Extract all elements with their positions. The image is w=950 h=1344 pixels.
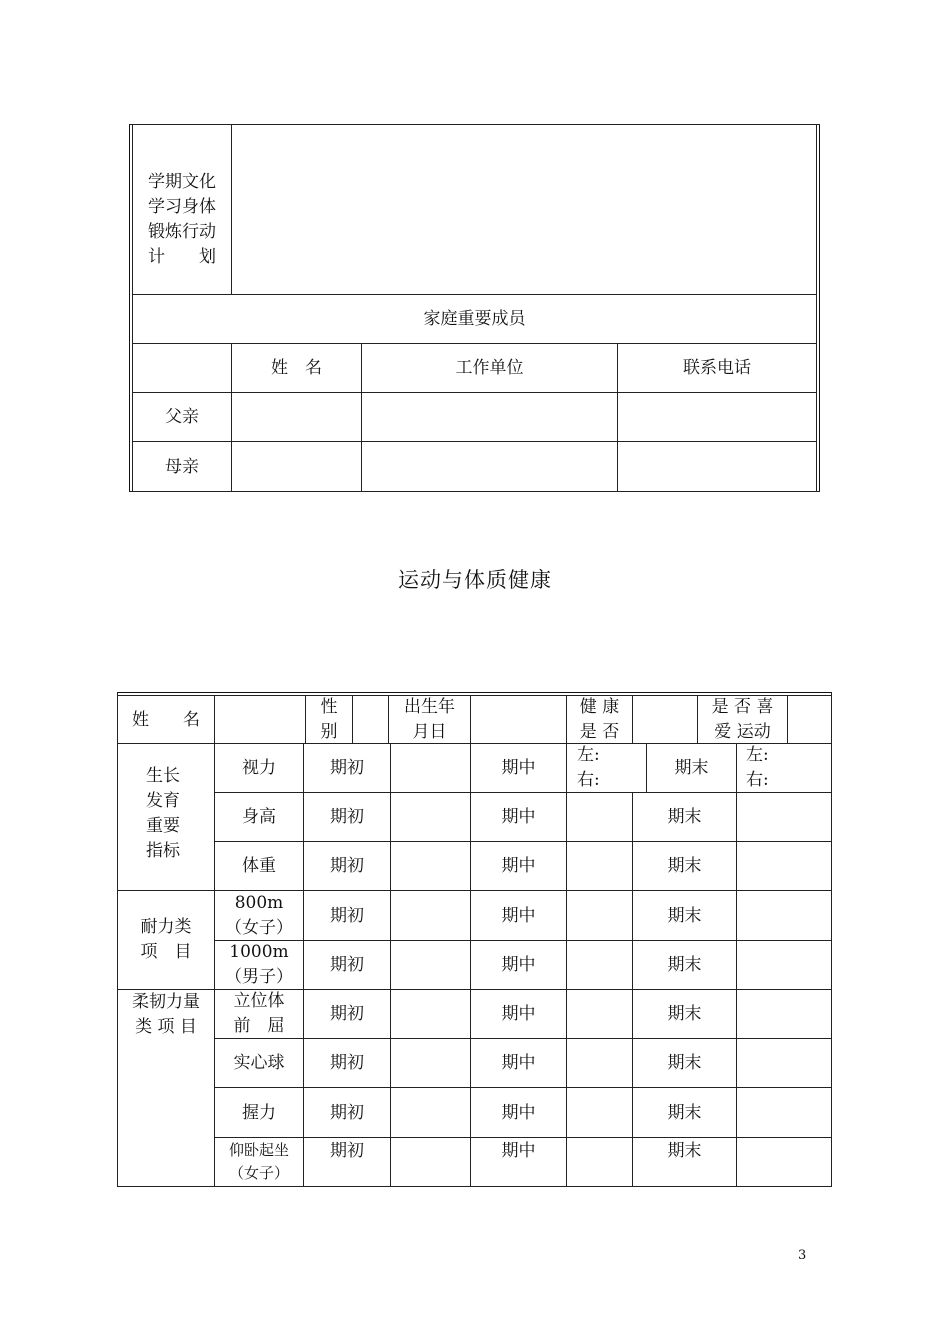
sport-label: 是 否 喜 爱 运动 — [711, 696, 774, 742]
col-work-header: 工作单位 — [455, 358, 524, 378]
group-growth-label: 生长 发育 重要 指标 — [146, 766, 180, 861]
term-end-label: 期末 — [667, 955, 702, 975]
term-mid-label: 期中 — [501, 856, 536, 876]
weight-start-field[interactable] — [391, 842, 470, 890]
row-mother-label: 母亲 — [165, 456, 199, 477]
term-end-label: 期末 — [667, 1141, 702, 1161]
item-medicine-ball: 实心球 — [233, 1053, 285, 1073]
run1000-start-field[interactable] — [391, 941, 470, 989]
header-blank — [133, 344, 231, 392]
father-name-field[interactable] — [232, 393, 361, 441]
section-title: 运动与体质健康 — [398, 568, 552, 592]
item-vision: 视力 — [242, 758, 276, 778]
grip-end-field[interactable] — [737, 1088, 831, 1137]
family-header: 家庭重要成员 — [423, 309, 526, 329]
run1000-mid-field[interactable] — [567, 941, 632, 989]
grip-mid-field[interactable] — [567, 1088, 632, 1137]
item-sit-reach: 立位体 前 屈 — [233, 991, 285, 1036]
item-run-1000: 1000m （男子） — [225, 942, 293, 987]
term-end-label: 期末 — [667, 1004, 702, 1024]
name-field[interactable] — [215, 696, 305, 743]
vision-mid-field[interactable]: 左: 右: — [577, 745, 600, 790]
sport-field[interactable] — [788, 696, 831, 743]
medball-end-field[interactable] — [737, 1039, 831, 1087]
grip-start-field[interactable] — [391, 1088, 470, 1137]
gender-field[interactable] — [353, 696, 388, 743]
father-phone-field[interactable] — [618, 393, 816, 441]
item-grip: 握力 — [242, 1102, 276, 1123]
term-mid-label: 期中 — [501, 1141, 536, 1161]
height-mid-field[interactable] — [567, 793, 632, 841]
term-mid-label: 期中 — [501, 905, 536, 926]
term-start-label: 期初 — [330, 1004, 364, 1024]
health-field[interactable] — [633, 696, 697, 743]
vision-start-field[interactable] — [391, 744, 470, 792]
col-phone-header: 联系电话 — [683, 358, 751, 378]
term-end-label: 期末 — [667, 856, 702, 876]
mother-name-field[interactable] — [232, 442, 361, 491]
term-start-label: 期初 — [330, 856, 364, 876]
term-end-label: 期末 — [667, 905, 702, 926]
medball-mid-field[interactable] — [567, 1039, 632, 1087]
group-flex-label: 柔韧力量 类 项 目 — [132, 992, 200, 1037]
height-end-field[interactable] — [737, 793, 831, 841]
situp-end-field[interactable] — [737, 1138, 831, 1186]
item-run-800: 800m （女子） — [225, 892, 293, 938]
father-work-field[interactable] — [362, 393, 617, 441]
mother-work-field[interactable] — [362, 442, 617, 491]
sitreach-start-field[interactable] — [391, 990, 470, 1038]
term-mid-label: 期中 — [501, 1004, 536, 1024]
term-end-label: 期末 — [667, 1102, 702, 1123]
mother-phone-field[interactable] — [618, 442, 816, 491]
plan-content-field[interactable] — [232, 125, 816, 294]
situp-start-field[interactable] — [391, 1138, 470, 1186]
term-start-label: 期初 — [330, 1102, 364, 1123]
name-label: 姓 名 — [132, 709, 200, 730]
term-start-label: 期初 — [330, 1053, 364, 1073]
item-situp: 仰卧起坐 （女子） — [228, 1141, 289, 1182]
term-mid-label: 期中 — [501, 807, 536, 827]
term-end-label: 期末 — [667, 807, 702, 827]
item-height: 身高 — [242, 807, 276, 827]
height-start-field[interactable] — [391, 793, 470, 841]
run800-mid-field[interactable] — [567, 891, 632, 940]
weight-mid-field[interactable] — [567, 842, 632, 890]
item-weight: 体重 — [242, 856, 276, 876]
run1000-end-field[interactable] — [737, 941, 831, 989]
term-mid-label: 期中 — [501, 1102, 536, 1123]
sitreach-end-field[interactable] — [737, 990, 831, 1038]
run800-start-field[interactable] — [391, 891, 470, 940]
situp-mid-field[interactable] — [567, 1138, 632, 1186]
term-start-label: 期初 — [330, 807, 364, 827]
term-start-label: 期初 — [330, 905, 364, 926]
term-start-label: 期初 — [330, 1141, 364, 1161]
health-label: 健 康 是 否 — [579, 696, 620, 742]
sitreach-mid-field[interactable] — [567, 990, 632, 1038]
birth-field[interactable] — [471, 696, 566, 743]
birth-label: 出生年 月日 — [404, 696, 455, 742]
term-mid-label: 期中 — [501, 1053, 536, 1073]
group-endurance-label: 耐力类 项 目 — [140, 917, 192, 962]
row-father-label: 父亲 — [165, 407, 199, 427]
term-start-label: 期初 — [330, 758, 364, 778]
term-end-label: 期末 — [674, 758, 709, 778]
term-mid-label: 期中 — [501, 955, 536, 975]
plan-label: 学期文化 学习身体 锻炼行动 计 划 — [148, 172, 216, 267]
term-end-label: 期末 — [667, 1053, 702, 1073]
vision-end-field[interactable]: 左: 右: — [746, 745, 769, 790]
medball-start-field[interactable] — [391, 1039, 470, 1087]
run800-end-field[interactable] — [737, 891, 831, 940]
term-mid-label: 期中 — [501, 758, 536, 778]
col-name-header: 姓 名 — [271, 358, 322, 378]
term-start-label: 期初 — [330, 955, 364, 975]
gender-label: 性 别 — [320, 696, 338, 742]
page-number: 3 — [798, 1248, 807, 1263]
weight-end-field[interactable] — [737, 842, 831, 890]
